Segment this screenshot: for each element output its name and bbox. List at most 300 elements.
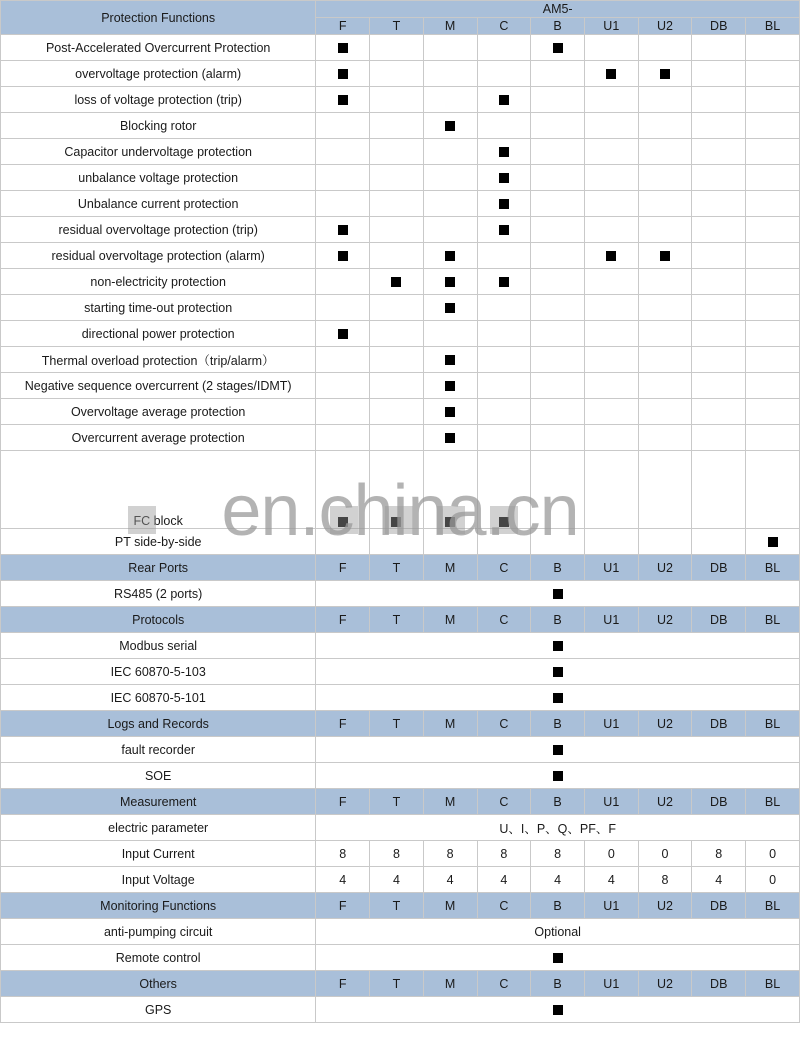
row-label: SOE — [1, 763, 316, 789]
table-row — [1, 737, 800, 763]
row-label: anti-pumping circuit — [1, 919, 316, 945]
cell-bl — [746, 87, 800, 113]
cell-f: 8 — [316, 841, 370, 867]
cell-f — [316, 139, 370, 165]
watermark: en.china.cn — [221, 471, 579, 551]
table-row — [1, 867, 800, 893]
cell-db — [692, 373, 746, 399]
column-header-b: B — [531, 607, 585, 633]
check-mark-icon — [445, 121, 455, 131]
table-row — [1, 815, 800, 841]
section-header-rear-ports — [1, 555, 800, 581]
row-label: non-electricity protection — [1, 269, 316, 295]
cell-c — [477, 139, 531, 165]
cell-b — [531, 217, 585, 243]
cell-db: 8 — [692, 841, 746, 867]
column-header-c: C — [477, 607, 531, 633]
cell-u1 — [584, 451, 638, 529]
cell-c — [477, 321, 531, 347]
check-mark-icon — [606, 251, 616, 261]
check-mark-icon — [338, 69, 348, 79]
cell-c — [477, 165, 531, 191]
cell-u2 — [638, 373, 692, 399]
column-header-u2: U2 — [638, 18, 692, 35]
cell-c — [477, 347, 531, 373]
cell-t — [370, 425, 424, 451]
cell-u1 — [584, 191, 638, 217]
column-header-f: F — [316, 711, 370, 737]
cell-db — [692, 165, 746, 191]
table-row — [1, 347, 800, 373]
column-header-u2: U2 — [638, 711, 692, 737]
column-header-t: T — [370, 607, 424, 633]
cell-m — [423, 139, 477, 165]
row-value: U、I、P、Q、PF、F — [316, 815, 800, 841]
cell-u2 — [638, 35, 692, 61]
table-row — [1, 997, 800, 1023]
column-header-f: F — [316, 607, 370, 633]
check-mark-icon — [338, 329, 348, 339]
cell-bl — [746, 269, 800, 295]
column-header-b: B — [531, 18, 585, 35]
check-mark-icon — [499, 95, 509, 105]
cell-m: 4 — [423, 867, 477, 893]
cell-t — [370, 165, 424, 191]
column-header-u1: U1 — [584, 18, 638, 35]
check-mark-icon — [499, 517, 509, 527]
cell-t — [370, 35, 424, 61]
check-mark-icon — [499, 225, 509, 235]
table-row — [1, 451, 800, 529]
cell-db — [692, 35, 746, 61]
cell-u2 — [638, 399, 692, 425]
column-header-m: M — [423, 893, 477, 919]
cell-u1 — [584, 321, 638, 347]
check-mark-icon — [499, 147, 509, 157]
cell-u1 — [584, 269, 638, 295]
cell-u1 — [584, 61, 638, 87]
column-header-u2: U2 — [638, 893, 692, 919]
column-header-u1: U1 — [584, 607, 638, 633]
cell-u2 — [638, 347, 692, 373]
cell-c — [477, 61, 531, 87]
cell-db — [692, 61, 746, 87]
cell-t — [370, 269, 424, 295]
table-row — [1, 633, 800, 659]
cell-u2 — [638, 191, 692, 217]
table-row — [1, 373, 800, 399]
cell-b — [531, 425, 585, 451]
cell-u1 — [584, 113, 638, 139]
cell-b — [531, 139, 585, 165]
cell-db — [692, 191, 746, 217]
cell-m — [423, 321, 477, 347]
check-mark-icon — [553, 693, 563, 703]
cell-u1 — [584, 425, 638, 451]
cell-m — [423, 191, 477, 217]
cell-bl — [746, 399, 800, 425]
cell-bl — [746, 425, 800, 451]
check-mark-icon — [445, 433, 455, 443]
row-value — [316, 581, 800, 607]
column-header-t: T — [370, 893, 424, 919]
check-mark-icon — [553, 953, 563, 963]
column-header-b: B — [531, 789, 585, 815]
cell-b — [531, 165, 585, 191]
row-value — [316, 685, 800, 711]
section-header-logs-and-records — [1, 711, 800, 737]
check-mark-icon — [606, 69, 616, 79]
cell-m — [423, 165, 477, 191]
cell-f: 4 — [316, 867, 370, 893]
column-header-db: DB — [692, 607, 746, 633]
column-header-f: F — [316, 555, 370, 581]
table-row — [1, 529, 800, 555]
table-row — [1, 321, 800, 347]
column-header-u2: U2 — [638, 971, 692, 997]
check-mark-icon — [338, 95, 348, 105]
cell-b — [531, 321, 585, 347]
cell-c — [477, 243, 531, 269]
cell-u2 — [638, 269, 692, 295]
cell-t — [370, 61, 424, 87]
check-mark-icon — [445, 303, 455, 313]
row-label: Thermal overload protection（trip/alarm） — [1, 347, 316, 373]
cell-f — [316, 165, 370, 191]
cell-bl — [746, 295, 800, 321]
cell-m — [423, 113, 477, 139]
column-header-f: F — [316, 893, 370, 919]
row-label: IEC 60870-5-103 — [1, 659, 316, 685]
row-label: PT side-by-side — [1, 529, 316, 555]
cell-m — [423, 399, 477, 425]
column-header-b: B — [531, 711, 585, 737]
cell-c — [477, 191, 531, 217]
row-label: starting time-out protection — [1, 295, 316, 321]
cell-bl — [746, 529, 800, 555]
cell-u1 — [584, 243, 638, 269]
cell-u2 — [638, 165, 692, 191]
cell-db: 4 — [692, 867, 746, 893]
section-title: Rear Ports — [1, 555, 316, 581]
cell-db — [692, 269, 746, 295]
column-header-db: DB — [692, 711, 746, 737]
cell-b — [531, 347, 585, 373]
section-title: Protocols — [1, 607, 316, 633]
check-mark-icon — [553, 43, 563, 53]
cell-db — [692, 399, 746, 425]
column-header-m: M — [423, 711, 477, 737]
cell-b — [531, 373, 585, 399]
cell-c — [477, 217, 531, 243]
cell-db — [692, 425, 746, 451]
check-mark-icon — [445, 277, 455, 287]
row-label: Overcurrent average protection — [1, 425, 316, 451]
cell-m — [423, 451, 477, 529]
cell-t: 4 — [370, 867, 424, 893]
cell-u1: 0 — [584, 841, 638, 867]
cell-b — [531, 295, 585, 321]
cell-bl — [746, 191, 800, 217]
row-label: GPS — [1, 997, 316, 1023]
cell-b — [531, 451, 585, 529]
table-row — [1, 841, 800, 867]
cell-c — [477, 451, 531, 529]
row-label: Overvoltage average protection — [1, 399, 316, 425]
cell-u1 — [584, 347, 638, 373]
cell-bl: 0 — [746, 867, 800, 893]
check-mark-icon — [499, 277, 509, 287]
cell-b — [531, 35, 585, 61]
row-label: electric parameter — [1, 815, 316, 841]
cell-m — [423, 61, 477, 87]
check-mark-icon — [553, 745, 563, 755]
check-mark-icon — [445, 517, 455, 527]
column-header-db: DB — [692, 555, 746, 581]
row-label: RS485 (2 ports) — [1, 581, 316, 607]
row-label: IEC 60870-5-101 — [1, 685, 316, 711]
cell-c — [477, 35, 531, 61]
cell-bl — [746, 243, 800, 269]
cell-f — [316, 399, 370, 425]
column-header-c: C — [477, 711, 531, 737]
column-header-bl: BL — [746, 893, 800, 919]
cell-u2 — [638, 217, 692, 243]
column-header-bl: BL — [746, 971, 800, 997]
cell-t — [370, 321, 424, 347]
column-header-db: DB — [692, 18, 746, 35]
cell-db — [692, 243, 746, 269]
cell-bl — [746, 61, 800, 87]
cell-t — [370, 529, 424, 555]
section-header-monitoring-functions — [1, 893, 800, 919]
check-mark-icon — [553, 1005, 563, 1015]
section-header-protocols — [1, 607, 800, 633]
table-row — [1, 581, 800, 607]
cell-t — [370, 191, 424, 217]
check-mark-icon — [338, 251, 348, 261]
table-row — [1, 191, 800, 217]
cell-c: 4 — [477, 867, 531, 893]
cell-c — [477, 425, 531, 451]
column-header-t: T — [370, 18, 424, 35]
column-header-b: B — [531, 971, 585, 997]
cell-t — [370, 243, 424, 269]
column-header-db: DB — [692, 971, 746, 997]
column-header-bl: BL — [746, 555, 800, 581]
cell-b — [531, 87, 585, 113]
table-row — [1, 165, 800, 191]
cell-u1 — [584, 399, 638, 425]
cell-t — [370, 87, 424, 113]
cell-c — [477, 113, 531, 139]
column-header-c: C — [477, 18, 531, 35]
cell-u2 — [638, 321, 692, 347]
cell-u1 — [584, 295, 638, 321]
cell-c — [477, 87, 531, 113]
cell-m — [423, 373, 477, 399]
column-header-c: C — [477, 893, 531, 919]
column-header-b: B — [531, 555, 585, 581]
cell-db — [692, 113, 746, 139]
section-title: Monitoring Functions — [1, 893, 316, 919]
cell-b — [531, 113, 585, 139]
cell-u2 — [638, 87, 692, 113]
table-row — [1, 243, 800, 269]
column-header-bl: BL — [746, 711, 800, 737]
row-label: Post-Accelerated Overcurrent Protection — [1, 35, 316, 61]
check-mark-icon — [553, 771, 563, 781]
section-title: Others — [1, 971, 316, 997]
cell-m — [423, 243, 477, 269]
column-header-c: C — [477, 789, 531, 815]
column-header-m: M — [423, 555, 477, 581]
cell-f — [316, 191, 370, 217]
cell-u1 — [584, 139, 638, 165]
check-mark-icon — [660, 69, 670, 79]
cell-u1 — [584, 87, 638, 113]
cell-bl — [746, 321, 800, 347]
cell-m — [423, 35, 477, 61]
cell-db — [692, 321, 746, 347]
table-row — [1, 295, 800, 321]
cell-f — [316, 35, 370, 61]
check-mark-icon — [660, 251, 670, 261]
cell-t — [370, 373, 424, 399]
column-header-m: M — [423, 789, 477, 815]
table-row — [1, 685, 800, 711]
row-label: Input Voltage — [1, 867, 316, 893]
cell-bl — [746, 373, 800, 399]
column-header-c: C — [477, 971, 531, 997]
cell-t — [370, 113, 424, 139]
cell-u2 — [638, 451, 692, 529]
column-header-f: F — [316, 971, 370, 997]
cell-m: 8 — [423, 841, 477, 867]
cell-u1 — [584, 529, 638, 555]
row-label: fault recorder — [1, 737, 316, 763]
cell-f — [316, 321, 370, 347]
cell-f — [316, 243, 370, 269]
row-value — [316, 763, 800, 789]
row-label: residual overvoltage protection (trip) — [1, 217, 316, 243]
column-header-t: T — [370, 971, 424, 997]
cell-db — [692, 529, 746, 555]
cell-u2 — [638, 61, 692, 87]
cell-t — [370, 347, 424, 373]
cell-bl — [746, 35, 800, 61]
column-header-t: T — [370, 555, 424, 581]
column-header-u1: U1 — [584, 711, 638, 737]
cell-u1: 4 — [584, 867, 638, 893]
cell-m — [423, 295, 477, 321]
row-value — [316, 997, 800, 1023]
column-header-m: M — [423, 971, 477, 997]
cell-b: 4 — [531, 867, 585, 893]
table-row — [1, 945, 800, 971]
cell-t — [370, 139, 424, 165]
check-mark-icon — [768, 537, 778, 547]
section-header-others — [1, 971, 800, 997]
check-mark-icon — [499, 199, 509, 209]
cell-bl — [746, 451, 800, 529]
cell-f — [316, 61, 370, 87]
column-header-bl: BL — [746, 789, 800, 815]
cell-u2 — [638, 425, 692, 451]
section-title: Logs and Records — [1, 711, 316, 737]
section-header-measurement — [1, 789, 800, 815]
cell-c: 8 — [477, 841, 531, 867]
check-mark-icon — [338, 225, 348, 235]
row-label: Capacitor undervoltage protection — [1, 139, 316, 165]
column-header-f: F — [316, 18, 370, 35]
cell-f — [316, 347, 370, 373]
cell-c — [477, 529, 531, 555]
row-label: Modbus serial — [1, 633, 316, 659]
check-mark-icon — [391, 277, 401, 287]
cell-t: 8 — [370, 841, 424, 867]
column-header-t: T — [370, 711, 424, 737]
column-header-m: M — [423, 18, 477, 35]
column-header-m: M — [423, 607, 477, 633]
table-row — [1, 659, 800, 685]
cell-m — [423, 269, 477, 295]
cell-u2 — [638, 243, 692, 269]
column-header-u1: U1 — [584, 893, 638, 919]
cell-b — [531, 243, 585, 269]
row-label: Negative sequence overcurrent (2 stages/IDMT) — [1, 373, 316, 399]
cell-u2 — [638, 113, 692, 139]
cell-u2: 8 — [638, 867, 692, 893]
check-mark-icon — [391, 517, 401, 527]
cell-b: 8 — [531, 841, 585, 867]
row-value: Optional — [316, 919, 800, 945]
cell-u1 — [584, 217, 638, 243]
table-row — [1, 919, 800, 945]
column-header-db: DB — [692, 893, 746, 919]
row-label: directional power protection — [1, 321, 316, 347]
column-header-bl: BL — [746, 607, 800, 633]
column-header-u2: U2 — [638, 555, 692, 581]
cell-bl — [746, 139, 800, 165]
cell-c — [477, 399, 531, 425]
cell-f — [316, 87, 370, 113]
check-mark-icon — [553, 667, 563, 677]
cell-f — [316, 529, 370, 555]
row-value — [316, 945, 800, 971]
check-mark-icon — [553, 589, 563, 599]
cell-bl — [746, 217, 800, 243]
row-label: residual overvoltage protection (alarm) — [1, 243, 316, 269]
cell-u1 — [584, 165, 638, 191]
row-label: Input Current — [1, 841, 316, 867]
cell-t — [370, 451, 424, 529]
header-row — [1, 1, 800, 18]
table-row — [1, 269, 800, 295]
table-row — [1, 425, 800, 451]
cell-bl — [746, 347, 800, 373]
cell-m — [423, 347, 477, 373]
cell-u2 — [638, 529, 692, 555]
column-header-bl: BL — [746, 18, 800, 35]
table-row — [1, 139, 800, 165]
header-corner: Protection Functions — [1, 1, 316, 35]
column-header-u2: U2 — [638, 607, 692, 633]
table-row — [1, 61, 800, 87]
cell-b — [531, 529, 585, 555]
cell-bl: 0 — [746, 841, 800, 867]
check-mark-icon — [338, 517, 348, 527]
